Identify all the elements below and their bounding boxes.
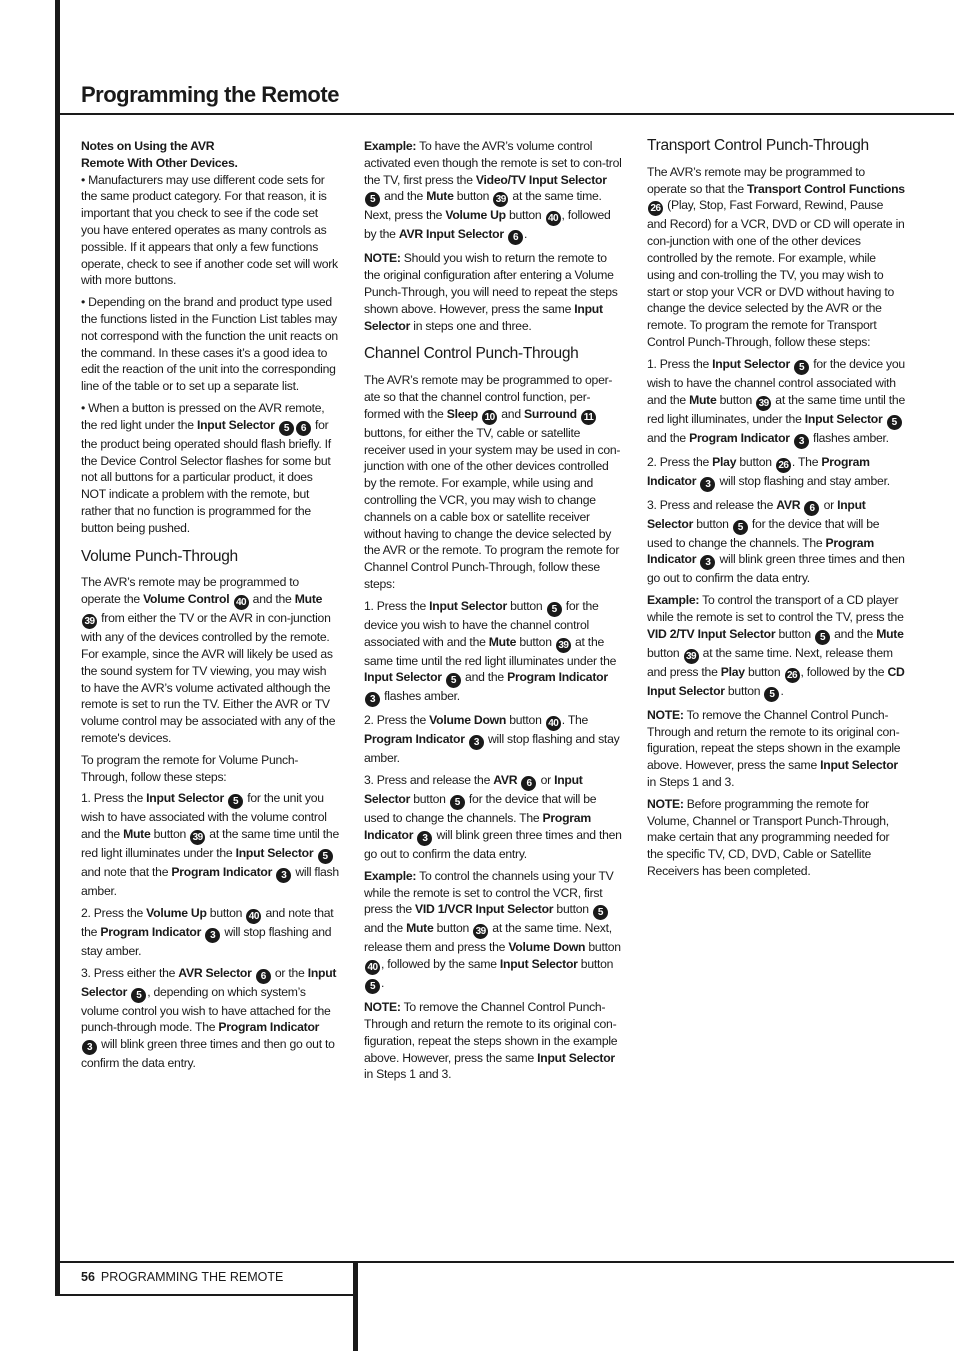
callout-5: 5 [764, 687, 779, 702]
callout-10: 10 [482, 410, 497, 425]
callout-39: 39 [756, 396, 771, 411]
callout-5: 5 [450, 795, 465, 810]
column-3 [647, 138, 905, 885]
callout-6: 6 [508, 230, 523, 245]
callout-3: 3 [700, 555, 715, 570]
volume-step-3: 3. Press either the AVR Selector 6 or the Input Selector 5 , depending on which system’s volume control you wish to have attached for the punch-through mode. The Program Indicator 3 will blink green three times and then go out to confirm the data entry. [81, 965, 337, 1071]
notes-title: Notes on Using the AVR Remote With Other Devices. [81, 139, 238, 170]
callout-5: 5 [547, 602, 562, 617]
transport-step-3: 3. Press and release the AVR 6 or Input Selector button 5 for the device that will be used to change the channels. The Program Indicator 3 will blink green three times and then go out to confirm the data entry. [647, 497, 905, 586]
callout-5: 5 [887, 415, 902, 430]
callout-3: 3 [365, 692, 380, 707]
column-2 [364, 138, 622, 1088]
callout-3: 3 [700, 477, 715, 492]
transport-step-2: 2. Press the Play button 26 . The Program Indicator 3 will stop flashing and stay amber. [647, 454, 890, 490]
channel-note: NOTE: To remove the Channel Control Punch-Through and return the remote to its original con-figuration, repeat the steps shown in the example above. However, press the same Input Selector in Steps 1 and 3. [364, 1000, 618, 1082]
callout-40: 40 [546, 211, 561, 226]
footer-divider-bar [353, 1262, 358, 1351]
transport-heading: Transport Control Punch-Through [647, 137, 869, 154]
callout-3: 3 [82, 1040, 97, 1055]
channel-heading: Channel Control Punch-Through [364, 345, 579, 363]
header-rule [55, 113, 954, 115]
footer-rule [55, 1261, 954, 1263]
callout-39: 39 [190, 830, 205, 845]
volume-heading: Volume Punch-Through [81, 547, 238, 565]
callout-40: 40 [234, 595, 249, 610]
channel-intro: The AVR’s remote may be programmed to oper-ate so that the channel control function, per-formed with the Sleep 10 and Surround 11 buttons, for either the TV, cable or satellite receiver used in your system may be used in con-junction with one of the other devices controlled by the remote. For example, while using and controlling the VCR, you may wish to change channels on a cable box or satellite receiver without having to change the device selected by the AVR or the remote. To program the remote for Channel Control Punch-Through, follow these steps: [364, 373, 621, 591]
callout-5: 5 [794, 360, 809, 375]
callout-5: 5 [733, 520, 748, 535]
footer-underline [55, 1294, 355, 1296]
callout-6: 6 [296, 421, 311, 436]
transport-note: NOTE: To remove the Channel Control Punch-Through and return the remote to its original con-figuration, repeat the steps shown in the example above. However, press the same Input Selector in Steps 1 and 3. [647, 707, 901, 789]
callout-5: 5 [131, 988, 146, 1003]
callout-39: 39 [82, 614, 97, 629]
callout-5: 5 [446, 673, 461, 688]
callout-11: 11 [581, 410, 596, 425]
callout-40: 40 [246, 909, 261, 924]
callout-3: 3 [794, 434, 809, 449]
callout-39: 39 [556, 638, 571, 653]
callout-3: 3 [469, 735, 484, 750]
volume-example: Example: To have the AVR’s volume control activated even though the remote is set to con-trol the TV, first press the Video/TV Input Selector 5 and the Mute button 39 at the same time. Next, press the Volume Up button 40 , followed by the AVR Input Selector 6 . [364, 139, 622, 244]
channel-step-3: 3. Press and release the AVR 6 or Input Selector button 5 for the device that will be used to change the channels. The Program Indicator 3 will blink green three times and then go out to confirm the data entry. [364, 773, 622, 861]
callout-3: 3 [417, 831, 432, 846]
transport-intro: The AVR’s remote may be programmed to operate so that the Transport Control Functions 26 (Play, Stop, Fast Forward, Rewind, Pause and Record) for a VCR, DVD or CD will operate in con-junction with one of the other devices controlled by the remote. For example, while using and con-trolling the TV, you may wish to start or stop your VCR or DVD without having to change the device selected by the AVR or the remote. To program the remote for Transport Control Punch-Through, follow these steps: [647, 164, 905, 349]
volume-note: NOTE: Should you wish to return the remote to the original configuration after entering a Volume Punch-Through, you will need to repeat the steps shown above. However, press the same Input Selector in steps one and three. [364, 251, 618, 333]
note-bullet-2: • Depending on the brand and product type used the functions listed in the Function List tables may not correspond with the function the unit reacts on the command. In these cases it’s a good idea to edit the reaction of the unit into the corresponding line of the table or to set up a separate list. [81, 295, 338, 394]
volume-step-2: 2. Press the Volume Up button 40 and note that the Program Indicator 3 will stop flashing and stay amber. [81, 905, 334, 958]
callout-39: 39 [493, 192, 508, 207]
column-1 [81, 138, 339, 1077]
page-title: Programming the Remote [81, 82, 339, 107]
callout-26: 26 [648, 201, 663, 216]
callout-26: 26 [776, 458, 791, 473]
callout-40: 40 [546, 716, 561, 731]
note-bullet-1: • Manufacturers may use different code sets for the same product category. For that reason, it is important that you check to see if the code set you have entered operates as many controls as possible. If it appears that only a few functions operate, check to see if another code set will work with more buttons. [81, 172, 338, 288]
footer-section: PROGRAMMING THE REMOTE [100, 1270, 284, 1284]
volume-intro: The AVR’s remote may be programmed to operate the Volume Control 40 and the Mute 39 from either the TV or the AVR in con-junction with any of the devices controlled by the remote. For example, since the AVR will likely be used as the sound system for TV viewing, you may wish to have the AVR’s volume activated although the remote is set to run the TV. Either the AVR or TV volume control may be associated with any of the remote's devices. [81, 575, 336, 745]
callout-5: 5 [318, 849, 333, 864]
callout-40: 40 [365, 960, 380, 975]
left-margin-bar [55, 0, 60, 1296]
volume-steps-intro: To program the remote for Volume Punch-Through, follow these steps: [81, 752, 299, 784]
callout-39: 39 [684, 649, 699, 664]
callout-5: 5 [815, 630, 830, 645]
callout-5: 5 [228, 794, 243, 809]
transport-step-1: 1. Press the Input Selector 5 for the device you wish to have the channel control associated with and the Mute button 39 at the same time until the red light illuminates, under the Input Selector 5 and the Program Indicator 3 flashes amber. [647, 356, 905, 447]
callout-3: 3 [276, 868, 291, 883]
note-bullet-3: • When a button is pressed on the AVR remote, the red light under the Input Selector 5 6 for the product being operated should flash briefly. If the Device Control Selector flashes for some but not all buttons for a particular product, it does NOT indicate a problem with the remote, but rather that no function is programmed for the button being pushed. [81, 400, 331, 535]
callout-3: 3 [205, 928, 220, 943]
transport-example: Example: To control the transport of a CD player while the remote is set to control the TV, press the VID 2/TV Input Selector button 5 and the Mute button 39 at the same time. Next, release them and press the Play button 26 , followed by the CD Input Selector button 5 . [647, 593, 905, 700]
page-number: 56 [81, 1270, 95, 1284]
callout-5: 5 [279, 421, 294, 436]
volume-step-1: 1. Press the Input Selector 5 for the unit you wish to have associated with the volume control and the Mute button 39 at the same time until the red light illuminates under the Input Selector 5 and note that the Program Indicator 3 will flash amber. [81, 791, 339, 899]
callout-26: 26 [785, 668, 800, 683]
general-note: NOTE: Before programming the remote for Volume, Channel or Transport Punch-Through, make certain that any programming needed for the specific TV, CD, DVD, Cable or Satellite Receivers has been completed. [647, 796, 890, 878]
callout-5: 5 [365, 979, 380, 994]
channel-step-1: 1. Press the Input Selector button 5 for the device you wish to have the channel control associated with and the Mute button 39 at the same time until the red light illuminates under the Input Selector 5 and the Program Indicator 3 flashes amber. [364, 598, 617, 706]
channel-step-2: 2. Press the Volume Down button 40 . The Program Indicator 3 will stop flashing and stay amber. [364, 713, 620, 766]
callout-6: 6 [521, 776, 536, 791]
callout-6: 6 [804, 501, 819, 516]
callout-39: 39 [473, 924, 488, 939]
page-footer [81, 1270, 283, 1284]
callout-5: 5 [365, 192, 380, 207]
callout-6: 6 [256, 969, 271, 984]
callout-5: 5 [593, 905, 608, 920]
channel-example: Example: To control the channels using your TV while the remote is set to control the VCR, first press the VID 1/VCR Input Selector button 5 and the Mute button 39 at the same time. Next, release them and press the Volume Down button 40 , followed by the same Input Selector button 5 . [364, 868, 621, 993]
